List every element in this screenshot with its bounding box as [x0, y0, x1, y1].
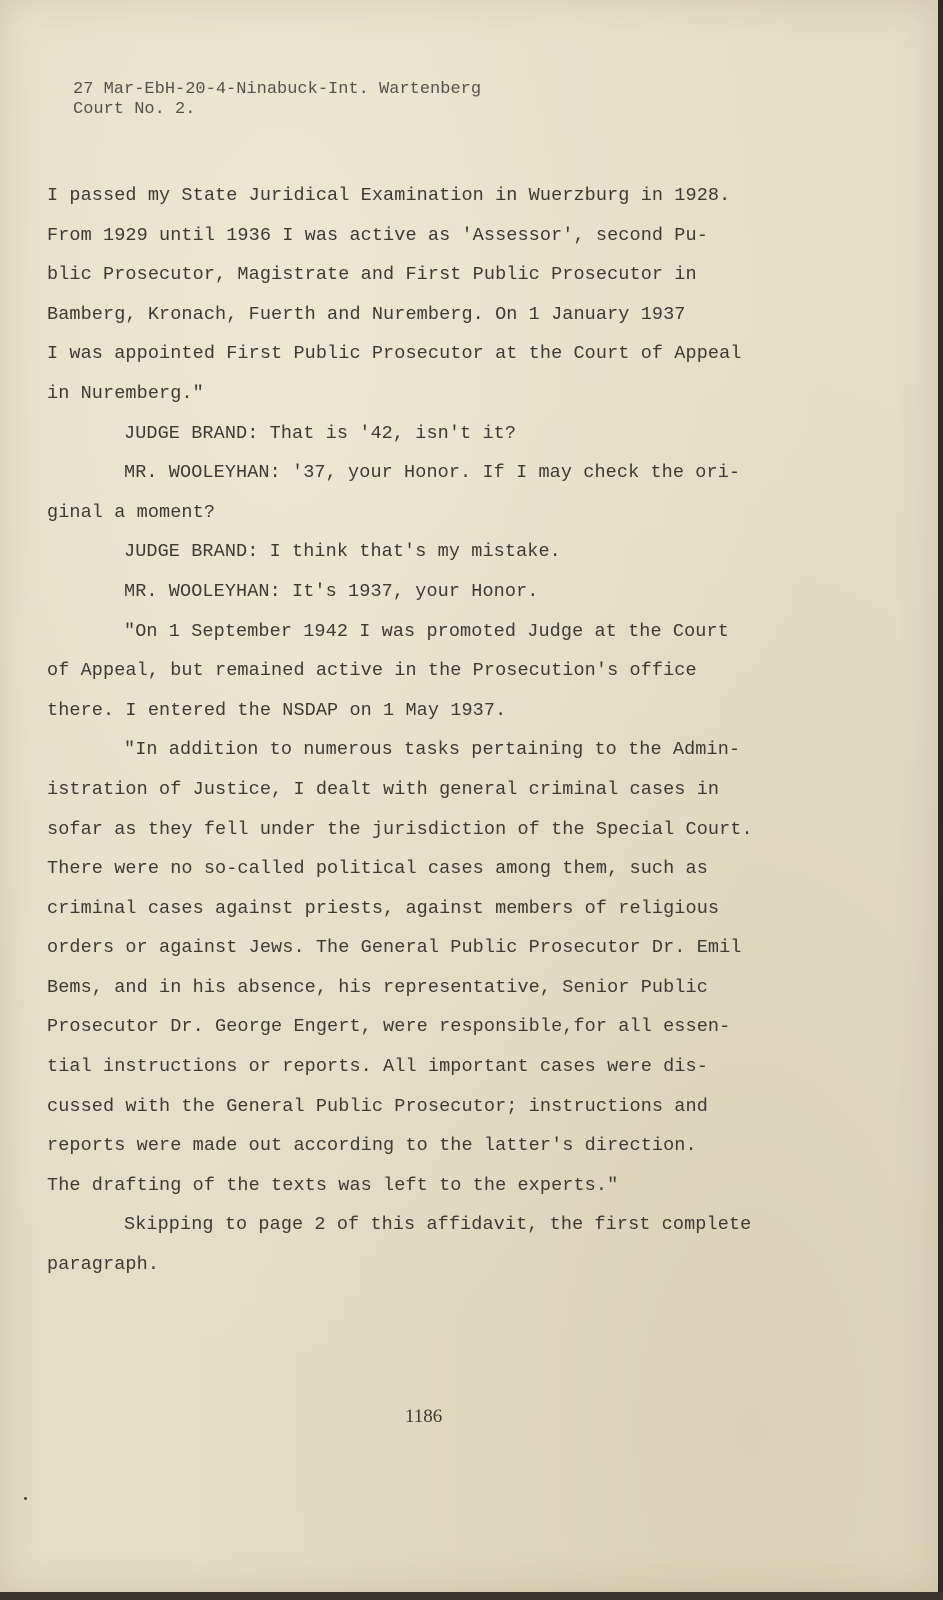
transcript-line: "On 1 September 1942 I was promoted Judge at the Court — [124, 620, 729, 642]
transcript-line: MR. WOOLEYHAN: It's 1937, your Honor. — [124, 580, 539, 602]
scan-edge-right — [938, 0, 943, 1600]
transcript-line: reports were made out according to the latter's direction. — [47, 1135, 697, 1157]
transcript-line: orders or against Jews. The General Public Prosecutor Dr. Emil — [47, 937, 742, 959]
transcript-line: From 1929 until 1936 I was active as 'Assessor', second Pu- — [47, 224, 708, 246]
transcript-line: tial instructions or reports. All important cases were dis- — [47, 1056, 708, 1078]
transcript-line: istration of Justice, I dealt with general criminal cases in — [47, 778, 720, 800]
transcript-line: I was appointed First Public Prosecutor at the Court of Appeal — [47, 343, 742, 365]
transcript-line: The drafting of the texts was left to the experts." — [47, 1174, 619, 1196]
transcript-line: paragraph. — [47, 1254, 160, 1276]
header-reference: 27 Mar-EbH-20-4-Ninabuck-Int. Wartenberg — [73, 80, 482, 99]
transcript-line: of Appeal, but remained active in the Prosecution's office — [47, 660, 697, 682]
transcript-line: There were no so-called political cases among them, such as — [47, 858, 708, 880]
transcript-line: sofar as they fell under the jurisdiction of the Special Court. — [47, 818, 753, 840]
transcript-line: JUDGE BRAND: I think that's my mistake. — [124, 541, 561, 563]
document-header — [73, 80, 481, 120]
transcript-line: I passed my State Juridical Examination in Wuerzburg in 1928. — [47, 185, 731, 206]
transcript-line: ginal a moment? — [47, 501, 216, 523]
transcript-line: Bamberg, Kronach, Fuerth and Nuremberg. On 1 January 1937 — [47, 303, 686, 325]
transcript-line: Bems, and in his absence, his representative, Senior Public — [47, 976, 708, 998]
transcript-line: blic Prosecutor, Magistrate and First Public Prosecutor in — [47, 264, 697, 286]
transcript-line: Prosecutor Dr. George Engert, were responsible,for all essen- — [47, 1016, 731, 1038]
transcript-line: in Nuremberg." — [47, 382, 204, 404]
transcript-line: JUDGE BRAND: That is '42, isn't it? — [124, 422, 517, 444]
page-number: 1186 — [405, 1406, 443, 1427]
paper-speck — [24, 1497, 27, 1500]
transcript-line: there. I entered the NSDAP on 1 May 1937. — [47, 699, 507, 721]
transcript-line: Skipping to page 2 of this affidavit, the first complete — [124, 1214, 752, 1236]
scan-edge-bottom — [0, 1592, 943, 1600]
transcript-line: cussed with the General Public Prosecutor; instructions and — [47, 1095, 708, 1117]
transcript-body — [47, 176, 877, 1285]
transcript-line: MR. WOOLEYHAN: '37, your Honor. If I may check the ori- — [124, 462, 741, 484]
transcript-line: criminal cases against priests, against members of religious — [47, 897, 720, 919]
header-court: Court No. 2. — [73, 100, 196, 119]
transcript-line: "In addition to numerous tasks pertaining to the Admin- — [124, 739, 741, 761]
